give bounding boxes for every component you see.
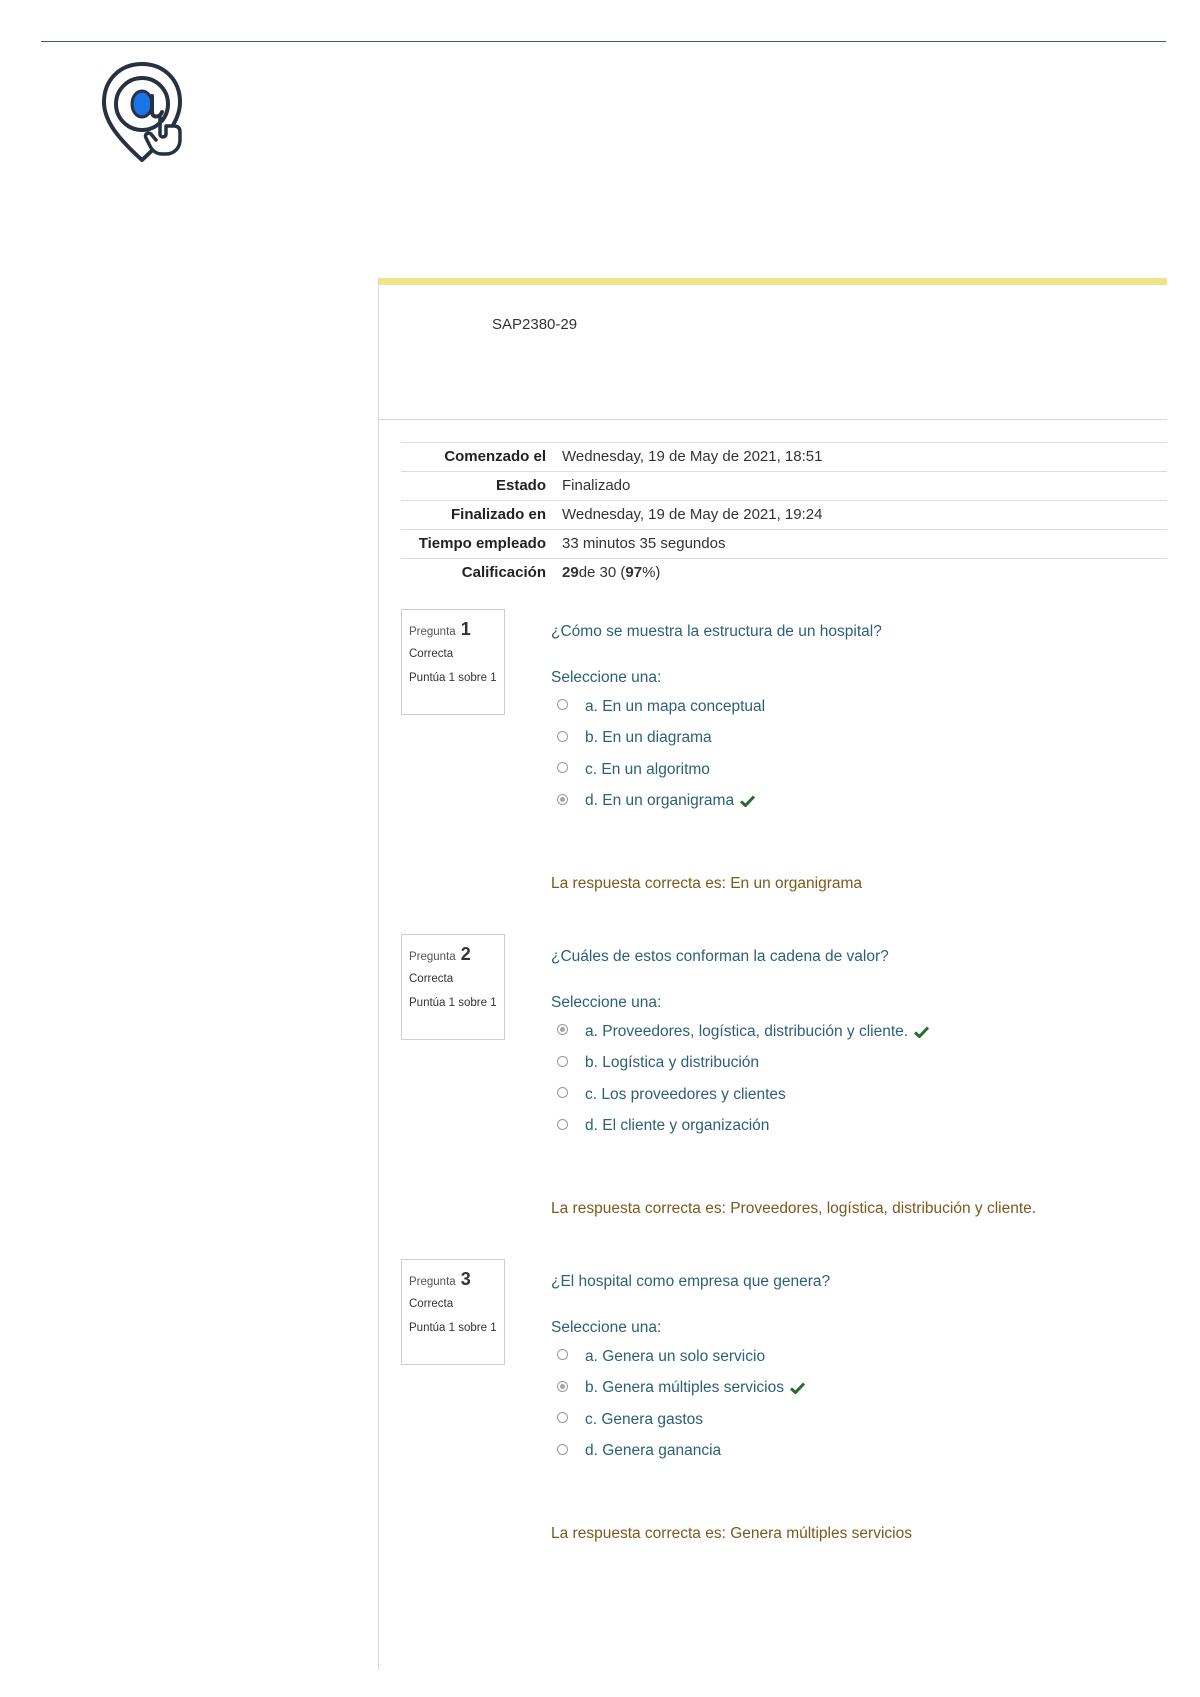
top-rule — [41, 41, 1166, 42]
radio-button-checked[interactable] — [557, 1024, 568, 1035]
answer-option[interactable] — [557, 1079, 929, 1111]
answer-label: d. En un organigrama — [585, 792, 735, 810]
radio-button[interactable] — [557, 699, 568, 710]
answer-option[interactable] — [557, 1111, 929, 1143]
answer-option[interactable] — [557, 1341, 805, 1373]
correct-check-icon — [790, 1382, 805, 1394]
question-label: Pregunta — [409, 951, 456, 963]
summary-label: Estado — [495, 477, 546, 494]
question-grade: Puntúa 1 sobre 1 — [409, 672, 497, 684]
grade-out-of: de 30 ( — [578, 564, 626, 581]
answer-label: d. Genera ganancia — [585, 1442, 722, 1460]
answer-label: b. Genera múltiples servicios — [585, 1379, 784, 1397]
question-text: ¿Cómo se muestra la estructura de un hospital? — [551, 623, 882, 640]
answer-option-selected[interactable] — [557, 1373, 805, 1405]
summary-value: 33 minutos 35 segundos — [562, 535, 726, 552]
answer-option-selected[interactable] — [557, 1016, 929, 1048]
question-state: Correcta — [409, 973, 454, 985]
right-answer-feedback: La respuesta correcta es: Proveedores, logística, distribución y cliente. — [551, 1200, 1037, 1217]
summary-grade-value — [554, 559, 1167, 588]
answer-option[interactable] — [557, 1404, 805, 1436]
answer-label: b. Logística y distribución — [585, 1054, 760, 1072]
select-one-prompt: Seleccione una: — [551, 994, 662, 1011]
radio-button[interactable] — [557, 1119, 568, 1130]
radio-button[interactable] — [557, 1444, 568, 1455]
summary-value: Wednesday, 19 de May de 2021, 19:24 — [562, 506, 823, 523]
answer-label: a. Genera un solo servicio — [585, 1347, 766, 1365]
grade-score: 29 — [562, 564, 579, 581]
select-one-prompt: Seleccione una: — [551, 1319, 662, 1336]
question-1 — [401, 609, 1167, 909]
summary-label: Tiempo empleado — [418, 535, 546, 552]
question-state: Correcta — [409, 1298, 454, 1310]
answer-option-selected[interactable] — [557, 786, 765, 818]
radio-button[interactable] — [557, 731, 568, 742]
question-label: Pregunta — [409, 626, 456, 638]
summary-label: Finalizado en — [450, 506, 546, 523]
summary-row-grade — [401, 559, 1167, 588]
question-info-box — [401, 1259, 505, 1365]
question-number: 1 — [460, 619, 471, 639]
radio-button-checked[interactable] — [557, 794, 568, 805]
question-info-box — [401, 934, 505, 1040]
answer-label: b. En un diagrama — [585, 729, 712, 747]
at-sign-touch-icon — [98, 60, 204, 174]
grade-percent: 97 — [625, 564, 643, 581]
answer-label: a. En un mapa conceptual — [585, 697, 766, 715]
radio-button[interactable] — [557, 1412, 568, 1423]
radio-button-checked[interactable] — [557, 1381, 568, 1392]
summary-label: Comenzado el — [444, 448, 546, 465]
question-grade: Puntúa 1 sobre 1 — [409, 1322, 497, 1334]
answer-options — [557, 691, 765, 817]
right-answer-feedback: La respuesta correcta es: En un organigrama — [551, 875, 863, 892]
answer-option[interactable] — [557, 1436, 805, 1468]
answer-label: d. El cliente y organización — [585, 1117, 770, 1135]
summary-value: Finalizado — [562, 477, 631, 494]
question-info-box — [401, 609, 505, 715]
question-grade: Puntúa 1 sobre 1 — [409, 997, 497, 1009]
answer-options — [557, 1341, 805, 1467]
attempt-summary-table — [401, 442, 1167, 587]
answer-options — [557, 1016, 929, 1142]
answer-option[interactable] — [557, 754, 765, 786]
right-answer-feedback: La respuesta correcta es: Genera múltiples servicios — [551, 1525, 912, 1542]
summary-label: Calificación — [461, 564, 546, 581]
answer-option[interactable] — [557, 1048, 929, 1080]
summary-row-time-taken — [401, 530, 1167, 559]
answer-label: a. Proveedores, logística, distribución y cliente. — [585, 1022, 909, 1040]
question-state: Correcta — [409, 648, 454, 660]
radio-button[interactable] — [557, 1349, 568, 1360]
answer-label: c. Los proveedores y clientes — [585, 1085, 786, 1103]
radio-button[interactable] — [557, 1056, 568, 1067]
radio-button[interactable] — [557, 1087, 568, 1098]
answer-label: c. Genera gastos — [585, 1410, 704, 1428]
course-code: SAP2380-29 — [492, 316, 578, 333]
select-one-prompt: Seleccione una: — [551, 669, 662, 686]
correct-check-icon — [740, 795, 755, 807]
summary-row-state — [401, 472, 1167, 501]
summary-row-started — [401, 443, 1167, 472]
answer-label: c. En un algoritmo — [585, 760, 710, 778]
answer-option[interactable] — [557, 691, 765, 723]
summary-row-finished — [401, 501, 1167, 530]
summary-value: Wednesday, 19 de May de 2021, 18:51 — [562, 448, 823, 465]
question-2 — [401, 934, 1167, 1234]
correct-check-icon — [914, 1026, 929, 1038]
grade-suffix: %) — [642, 564, 661, 581]
question-3 — [401, 1259, 1167, 1559]
question-number: 3 — [460, 1269, 471, 1289]
quiz-review-panel — [378, 278, 1167, 1670]
question-label: Pregunta — [409, 1276, 456, 1288]
radio-button[interactable] — [557, 762, 568, 773]
question-text: ¿El hospital como empresa que genera? — [551, 1273, 831, 1290]
answer-option[interactable] — [557, 723, 765, 755]
question-text: ¿Cuáles de estos conforman la cadena de valor? — [551, 948, 889, 965]
question-number: 2 — [460, 944, 471, 964]
header-divider — [379, 419, 1167, 420]
